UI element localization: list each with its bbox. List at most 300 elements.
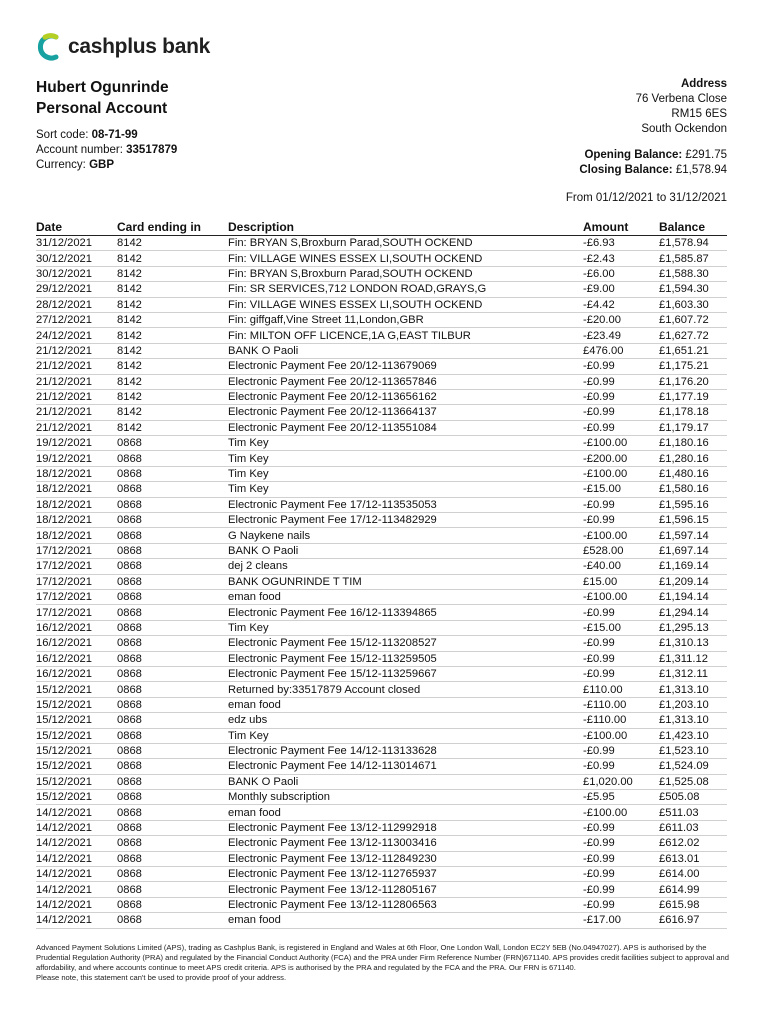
cell-description: Electronic Payment Fee 20/12-113679069 [228, 360, 437, 373]
cell-balance: £1,627.72 [659, 329, 709, 342]
cell-description: BANK O Paoli [228, 775, 299, 788]
cell-balance: £613.01 [659, 852, 700, 865]
cell-card: 0868 [117, 852, 142, 865]
cell-date: 21/12/2021 [36, 421, 92, 434]
cell-description: Tim Key [228, 621, 269, 634]
cell-card: 0868 [117, 898, 142, 911]
sort-code-label: Sort code: [36, 129, 89, 141]
cell-description: Electronic Payment Fee 15/12-113259667 [228, 668, 437, 681]
cell-date: 14/12/2021 [36, 822, 92, 835]
table-row [36, 836, 727, 851]
cell-description: Electronic Payment Fee 13/12-112765937 [228, 868, 437, 881]
cell-amount: -£110.00 [583, 714, 627, 727]
cell-card: 8142 [117, 298, 142, 311]
cell-description: Electronic Payment Fee 20/12-113657846 [228, 375, 437, 388]
cell-card: 8142 [117, 329, 142, 342]
cell-description: Returned by:33517879 Account closed [228, 683, 421, 696]
cell-balance: £614.99 [659, 883, 700, 896]
table-row [36, 313, 727, 328]
cell-balance: £614.00 [659, 868, 700, 881]
closing-balance-line [579, 163, 727, 178]
table-row [36, 882, 727, 897]
table-row [36, 498, 727, 513]
opening-balance-label: Opening Balance: [584, 149, 683, 161]
cell-card: 0868 [117, 883, 142, 896]
cell-description: Electronic Payment Fee 14/12-113014671 [228, 760, 437, 773]
table-row [36, 775, 727, 790]
cell-amount: -£0.99 [583, 391, 615, 404]
cell-date: 18/12/2021 [36, 498, 92, 511]
currency-line [36, 158, 177, 173]
table-row [36, 359, 727, 374]
table-row [36, 436, 727, 451]
account-type: Personal Account [36, 100, 168, 117]
account-holder-block [36, 77, 169, 119]
cell-description: Tim Key [228, 437, 269, 450]
cell-date: 29/12/2021 [36, 283, 92, 296]
sort-code-value: 08-71-99 [91, 129, 138, 141]
cell-amount: -£6.00 [583, 267, 615, 280]
cell-description: Fin: giffgaff,Vine Street 11,London,GBR [228, 314, 424, 327]
cell-date: 18/12/2021 [36, 529, 92, 542]
cell-balance: £1,603.30 [659, 298, 709, 311]
cell-balance: £1,294.14 [659, 606, 709, 619]
table-row [36, 636, 727, 651]
cell-date: 15/12/2021 [36, 760, 92, 773]
header-amount: Amount [583, 219, 629, 234]
cell-amount: -£0.99 [583, 898, 615, 911]
cell-balance: £1,313.10 [659, 683, 709, 696]
cell-balance: £1,177.19 [659, 391, 709, 404]
cell-balance: £1,169.14 [659, 560, 709, 573]
sort-code-line [36, 128, 177, 143]
cell-balance: £1,179.17 [659, 421, 709, 434]
cell-date: 21/12/2021 [36, 360, 92, 373]
cell-description: Electronic Payment Fee 14/12-113133628 [228, 745, 437, 758]
cell-amount: £476.00 [583, 344, 624, 357]
cell-amount: -£0.99 [583, 852, 615, 865]
cell-balance: £1,176.20 [659, 375, 709, 388]
cell-amount: -£200.00 [583, 452, 628, 465]
cell-balance: £1,588.30 [659, 267, 709, 280]
table-row [36, 251, 727, 266]
cell-card: 0868 [117, 822, 142, 835]
table-row [36, 805, 727, 820]
cell-balance: £1,525.08 [659, 775, 709, 788]
cell-description: Tim Key [228, 729, 269, 742]
table-row [36, 729, 727, 744]
cell-card: 0868 [117, 483, 142, 496]
cell-date: 15/12/2021 [36, 791, 92, 804]
table-row [36, 528, 727, 543]
cell-description: Electronic Payment Fee 13/12-112806563 [228, 898, 437, 911]
cell-balance: £1,203.10 [659, 698, 709, 711]
cell-amount: -£4.42 [583, 298, 615, 311]
cell-date: 15/12/2021 [36, 775, 92, 788]
cell-balance: £1,175.21 [659, 360, 709, 373]
currency-value: GBP [89, 159, 114, 171]
table-row [36, 328, 727, 343]
address-line-1: 76 Verbena Close [635, 93, 727, 105]
cell-balance: £612.02 [659, 837, 700, 850]
cell-amount: -£100.00 [583, 437, 628, 450]
cell-date: 30/12/2021 [36, 252, 92, 265]
cell-description: Electronic Payment Fee 15/12-113208527 [228, 637, 437, 650]
cell-description: Tim Key [228, 483, 269, 496]
currency-label: Currency: [36, 159, 86, 171]
cell-balance: £1,480.16 [659, 468, 709, 481]
cell-date: 19/12/2021 [36, 452, 92, 465]
cell-description: eman food [228, 806, 281, 819]
cell-card: 0868 [117, 529, 142, 542]
opening-balance-line [579, 148, 727, 163]
table-row [36, 913, 727, 928]
cell-description: Tim Key [228, 468, 269, 481]
cell-date: 15/12/2021 [36, 698, 92, 711]
cell-balance: £611.03 [659, 822, 699, 835]
cell-amount: -£2.43 [583, 252, 615, 265]
cell-description: edz ubs [228, 714, 268, 727]
header-date: Date [36, 219, 63, 234]
cell-card: 0868 [117, 868, 142, 881]
cell-amount: -£17.00 [583, 914, 621, 927]
cell-amount: -£40.00 [583, 560, 621, 573]
address-proof-note: Please note, this statement can't be used to provide proof of your address. [36, 973, 287, 982]
cell-card: 0868 [117, 714, 142, 727]
table-row [36, 482, 727, 497]
cell-amount: -£0.99 [583, 837, 615, 850]
cell-balance: £1,607.72 [659, 314, 709, 327]
cell-card: 0868 [117, 791, 142, 804]
cell-date: 21/12/2021 [36, 391, 92, 404]
cell-card: 8142 [117, 252, 142, 265]
cell-card: 8142 [117, 344, 142, 357]
table-row [36, 375, 727, 390]
cell-amount: -£0.99 [583, 375, 615, 388]
cell-date: 14/12/2021 [36, 898, 92, 911]
cell-description: BANK O Paoli [228, 545, 299, 557]
cell-card: 0868 [117, 668, 142, 681]
cell-date: 15/12/2021 [36, 745, 92, 758]
cell-card: 0868 [117, 745, 142, 758]
table-row [36, 544, 727, 559]
opening-balance-value: £291.75 [685, 149, 727, 161]
cell-date: 14/12/2021 [36, 852, 92, 865]
cell-amount: -£0.99 [583, 498, 615, 511]
table-row [36, 467, 727, 482]
table-body [36, 236, 727, 929]
cell-date: 17/12/2021 [36, 560, 92, 573]
cell-description: Electronic Payment Fee 20/12-113656162 [228, 391, 437, 404]
bank-logo [36, 32, 210, 62]
bank-name: cashplus bank [68, 35, 210, 58]
cell-balance: £1,578.94 [659, 237, 709, 250]
cell-balance: £1,597.14 [659, 529, 709, 542]
table-row [36, 559, 727, 574]
account-number-label: Account number: [36, 144, 123, 156]
cell-amount: -£0.99 [583, 637, 615, 650]
cell-card: 0868 [117, 683, 142, 696]
cell-date: 30/12/2021 [36, 267, 92, 280]
cell-date: 28/12/2021 [36, 298, 92, 311]
cell-description: Electronic Payment Fee 13/12-112805167 [228, 883, 437, 896]
cell-card: 0868 [117, 498, 142, 511]
cell-description: Fin: VILLAGE WINES ESSEX LI,SOUTH OCKEND [228, 298, 483, 311]
table-row [36, 744, 727, 759]
cell-balance: £511.03 [659, 806, 699, 819]
cell-card: 8142 [117, 375, 142, 388]
cell-card: 8142 [117, 421, 142, 434]
table-row [36, 513, 727, 528]
cell-balance: £1,596.15 [659, 514, 709, 527]
cell-balance: £1,209.14 [659, 575, 709, 588]
table-header [36, 218, 727, 236]
cell-card: 0868 [117, 837, 142, 850]
table-row [36, 759, 727, 774]
legal-text: Advanced Payment Solutions Limited (APS), trading as Cashplus Bank, is registered in England and Wales at 6th Floor, One London Wall, London EC2Y 5EB (No.04947027). APS is authorised by the Prudential Regulation Authority (PRA) and regulated by the Financial Conduct Authority (FCA) and the PRA under Firm Reference Number (FRN)671140. APS provides credit facilities subject to approval and affordability, and where accounts continue to meet APS credit criteria. APS is authorised by the PRA and regulated by the FCA and the PRA. Our FRN is 671140. [36, 943, 729, 972]
cell-balance: £1,194.14 [659, 591, 709, 604]
cell-date: 17/12/2021 [36, 591, 92, 604]
cell-description: Electronic Payment Fee 20/12-113551084 [228, 421, 437, 434]
cell-date: 21/12/2021 [36, 375, 92, 388]
cell-description: eman food [228, 698, 281, 711]
cell-date: 19/12/2021 [36, 437, 92, 450]
cell-card: 8142 [117, 237, 142, 250]
cell-amount: -£0.99 [583, 668, 615, 681]
cell-amount: -£0.99 [583, 606, 615, 619]
cell-date: 17/12/2021 [36, 575, 92, 588]
table-row [36, 867, 727, 882]
cell-card: 0868 [117, 591, 142, 604]
account-holder-name: Hubert Ogunrinde [36, 79, 169, 96]
address-block [636, 77, 727, 137]
cell-date: 16/12/2021 [36, 668, 92, 681]
cell-date: 15/12/2021 [36, 683, 92, 696]
table-row [36, 390, 727, 405]
cell-description: Electronic Payment Fee 20/12-113664137 [228, 406, 437, 419]
cell-amount: -£15.00 [583, 621, 621, 634]
cell-description: Electronic Payment Fee 17/12-113535053 [228, 498, 437, 511]
address-line-3: South Ockendon [641, 123, 727, 135]
cell-card: 0868 [117, 637, 142, 650]
cell-balance: £1,523.10 [659, 745, 709, 758]
cell-description: eman food [228, 914, 281, 927]
table-row [36, 682, 727, 697]
cell-amount: -£0.99 [583, 745, 615, 758]
cell-amount: -£100.00 [583, 729, 628, 742]
balance-summary [579, 148, 727, 178]
cell-amount: -£0.99 [583, 652, 615, 665]
table-row [36, 405, 727, 420]
table-row [36, 898, 727, 913]
cell-balance: £1,311.12 [659, 652, 708, 665]
cell-date: 18/12/2021 [36, 514, 92, 527]
cell-amount: -£0.99 [583, 868, 615, 881]
cell-amount: -£9.00 [583, 283, 615, 296]
table-row [36, 236, 727, 251]
table-row [36, 698, 727, 713]
cell-balance: £1,178.18 [659, 406, 709, 419]
cashplus-logo-icon [36, 32, 62, 62]
cell-date: 17/12/2021 [36, 606, 92, 619]
cell-amount: -£0.99 [583, 360, 615, 373]
cell-balance: £1,310.13 [659, 637, 709, 650]
table-row [36, 451, 727, 466]
cell-balance: £1,585.87 [659, 252, 709, 265]
cell-amount: -£100.00 [583, 806, 628, 819]
cell-description: BANK OGUNRINDE T TIM [228, 575, 362, 588]
cell-card: 0868 [117, 729, 142, 742]
cell-card: 8142 [117, 267, 142, 280]
table-row [36, 344, 727, 359]
table-row [36, 605, 727, 620]
cell-card: 0868 [117, 698, 142, 711]
cell-amount: -£23.49 [583, 329, 621, 342]
cell-card: 0868 [117, 652, 142, 665]
cell-card: 0868 [117, 514, 142, 527]
cell-description: G Naykene nails [228, 529, 311, 542]
table-row [36, 575, 727, 590]
cell-amount: £15.00 [583, 575, 618, 588]
cell-card: 0868 [117, 560, 142, 573]
cell-card: 8142 [117, 314, 142, 327]
cell-amount: -£0.99 [583, 760, 615, 773]
cell-description: Fin: MILTON OFF LICENCE,1A G,EAST TILBUR [228, 329, 471, 342]
cell-balance: £615.98 [659, 898, 700, 911]
cell-date: 14/12/2021 [36, 837, 92, 850]
account-number-line [36, 143, 177, 158]
cell-balance: £1,524.09 [659, 760, 709, 773]
cell-amount: -£0.99 [583, 822, 615, 835]
cell-card: 0868 [117, 806, 142, 819]
cell-description: Electronic Payment Fee 13/12-113003416 [228, 837, 437, 850]
cell-date: 21/12/2021 [36, 406, 92, 419]
cell-description: Fin: BRYAN S,Broxburn Parad,SOUTH OCKEND [228, 267, 473, 280]
cell-amount: -£0.99 [583, 406, 615, 419]
table-row [36, 421, 727, 436]
table-row [36, 852, 727, 867]
cell-description: Electronic Payment Fee 13/12-112849230 [228, 852, 437, 865]
cell-balance: £1,280.16 [659, 452, 709, 465]
cell-amount: -£110.00 [583, 698, 627, 711]
cell-card: 8142 [117, 406, 142, 419]
cell-balance: £616.97 [659, 914, 700, 927]
cell-date: 24/12/2021 [36, 329, 92, 342]
header-balance: Balance [659, 219, 706, 234]
cell-description: Fin: VILLAGE WINES ESSEX LI,SOUTH OCKEND [228, 252, 483, 265]
cell-amount: -£100.00 [583, 591, 628, 604]
cell-balance: £1,312.11 [659, 668, 708, 681]
cell-amount: -£0.99 [583, 514, 615, 527]
cell-date: 18/12/2021 [36, 483, 92, 496]
table-row [36, 621, 727, 636]
cell-description: Electronic Payment Fee 15/12-113259505 [228, 652, 437, 665]
cell-date: 27/12/2021 [36, 314, 92, 327]
cell-amount: -£20.00 [583, 314, 621, 327]
cell-balance: £1,651.21 [659, 344, 709, 357]
cell-card: 0868 [117, 452, 142, 465]
table-row [36, 821, 727, 836]
cell-description: Electronic Payment Fee 17/12-113482929 [228, 514, 437, 527]
cell-date: 14/12/2021 [36, 806, 92, 819]
cell-date: 16/12/2021 [36, 652, 92, 665]
cell-description: Electronic Payment Fee 13/12-112992918 [228, 822, 437, 835]
cell-date: 16/12/2021 [36, 621, 92, 634]
cell-date: 15/12/2021 [36, 729, 92, 742]
table-row [36, 590, 727, 605]
cell-amount: £1,020.00 [583, 775, 633, 788]
cell-amount: -£0.99 [583, 421, 615, 434]
cell-amount: -£100.00 [583, 529, 628, 542]
cell-balance: £1,697.14 [659, 545, 709, 557]
cell-date: 14/12/2021 [36, 914, 92, 927]
cell-balance: £505.08 [659, 791, 700, 804]
cell-card: 8142 [117, 283, 142, 296]
cell-description: Tim Key [228, 452, 269, 465]
cell-balance: £1,580.16 [659, 483, 709, 496]
cell-balance: £1,595.16 [659, 498, 709, 511]
table-row [36, 652, 727, 667]
table-row [36, 267, 727, 282]
table-row [36, 667, 727, 682]
cell-date: 14/12/2021 [36, 868, 92, 881]
table-row [36, 298, 727, 313]
account-details [36, 128, 177, 173]
cell-card: 8142 [117, 360, 142, 373]
cell-balance: £1,313.10 [659, 714, 709, 727]
cell-amount: -£15.00 [583, 483, 621, 496]
cell-balance: £1,423.10 [659, 729, 709, 742]
statement-period: From 01/12/2021 to 31/12/2021 [565, 192, 727, 204]
address-line-2: RM15 6ES [671, 108, 727, 120]
cell-amount: £110.00 [583, 683, 623, 696]
account-number-value: 33517879 [126, 144, 178, 156]
closing-balance-value: £1,578.94 [675, 164, 727, 176]
cell-description: Electronic Payment Fee 16/12-113394865 [228, 606, 437, 619]
transactions-table [36, 218, 727, 929]
cell-amount: £528.00 [583, 545, 624, 557]
cell-description: BANK O Paoli [228, 344, 299, 357]
cell-balance: £1,295.13 [659, 621, 709, 634]
cell-description: eman food [228, 591, 281, 604]
cell-date: 18/12/2021 [36, 468, 92, 481]
cell-card: 0868 [117, 606, 142, 619]
cell-description: Monthly subscription [228, 791, 330, 804]
cell-date: 31/12/2021 [36, 237, 92, 250]
cell-amount: -£6.93 [583, 237, 615, 250]
cell-card: 0868 [117, 621, 142, 634]
table-row [36, 790, 727, 805]
cell-date: 15/12/2021 [36, 714, 92, 727]
cell-balance: £1,594.30 [659, 283, 709, 296]
cell-description: Fin: BRYAN S,Broxburn Parad,SOUTH OCKEND [228, 237, 473, 250]
cell-description: dej 2 cleans [228, 560, 288, 573]
cell-card: 0868 [117, 775, 142, 788]
cell-amount: -£5.95 [583, 791, 615, 804]
cell-card: 0868 [117, 914, 142, 927]
header-description: Description [228, 219, 295, 234]
cell-card: 0868 [117, 545, 142, 557]
legal-footer [36, 943, 730, 983]
cell-date: 16/12/2021 [36, 637, 92, 650]
closing-balance-label: Closing Balance: [579, 164, 673, 176]
cell-description: Fin: SR SERVICES,712 LONDON ROAD,GRAYS,G [228, 283, 487, 296]
cell-amount: -£100.00 [583, 468, 628, 481]
cell-date: 14/12/2021 [36, 883, 92, 896]
cell-card: 0868 [117, 575, 142, 588]
table-row [36, 282, 727, 297]
header-card: Card ending in [117, 219, 201, 234]
